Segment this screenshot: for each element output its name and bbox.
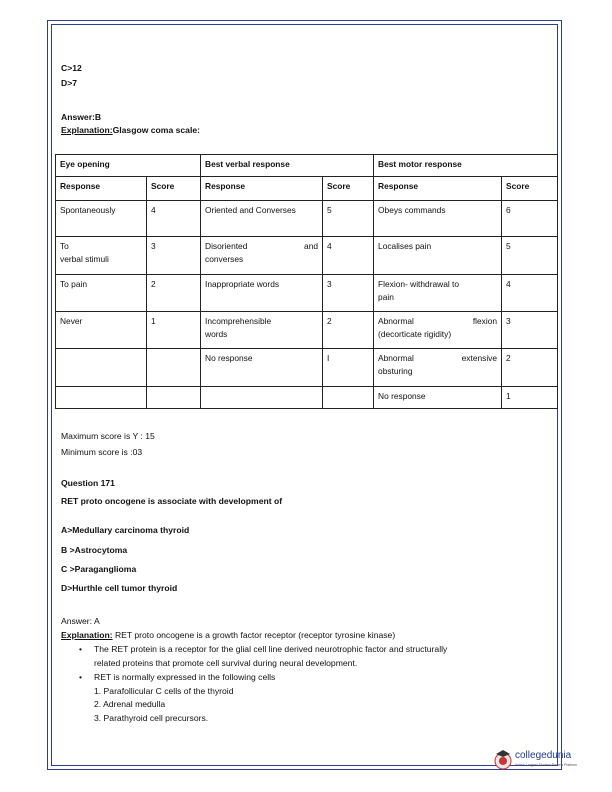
verbal-score: 2 [323, 312, 374, 349]
answer-label-1: Answer:B [61, 112, 102, 122]
table-row [56, 201, 558, 237]
motor-response: No response [374, 387, 502, 409]
bullet-dot: • [79, 672, 83, 682]
option-b: B >Astrocytoma [61, 545, 128, 555]
question-number: Question 171 [61, 478, 115, 488]
verbal-score: 3 [323, 275, 374, 312]
table-row [56, 312, 558, 349]
cell-line-justified [205, 240, 318, 253]
cell-line: (decorticate rigidity) [378, 328, 452, 339]
bullet-dot: • [79, 644, 83, 654]
eye-score [147, 387, 201, 409]
bullet-1-line-2: related proteins that promote cell survival during neural development. [94, 658, 358, 668]
col-header-response: Response [374, 177, 502, 201]
verbal-score: I [323, 349, 374, 387]
eye-response: Spontaneously [56, 201, 147, 237]
cell-line: pain [378, 291, 394, 302]
col-header-score: Score [323, 177, 374, 201]
col-header-score: Score [147, 177, 201, 201]
question-text: RET proto oncogene is associate with development of [61, 496, 283, 506]
max-score: Maximum score is Y : 15 [61, 431, 155, 441]
option-c: C>12 [61, 63, 82, 73]
motor-score: 3 [502, 312, 558, 349]
motor-score: 6 [502, 201, 558, 237]
numbered-item-1: 1. Parafollicular C cells of the thyroid [94, 686, 234, 696]
motor-score: 1 [502, 387, 558, 409]
cell-line: To [60, 241, 69, 251]
answer-label-2: Answer: A [61, 616, 100, 626]
cell-line-justified [378, 315, 497, 328]
eye-score [147, 349, 201, 387]
motor-response: Obeys commands [374, 201, 502, 237]
option-a: A>Medullary carcinoma thyroid [61, 525, 190, 535]
logo-name: collegedunia [515, 750, 572, 761]
logo-tagline: India's Largest Student Review Platform [515, 763, 578, 767]
col-header-score: Score [502, 177, 558, 201]
motor-score: 2 [502, 349, 558, 387]
eye-score: 4 [147, 201, 201, 237]
eye-response: Never [56, 312, 147, 349]
verbal-response [201, 387, 323, 409]
explanation-label-2: Explanation: [61, 630, 113, 640]
explanation-1 [61, 124, 200, 136]
table-row [56, 349, 558, 387]
group-verbal-response: Best verbal response [201, 155, 374, 177]
numbered-item-2: 2. Adrenal medulla [94, 699, 166, 709]
verbal-response: Inappropriate words [201, 275, 323, 312]
table-row [56, 237, 558, 275]
eye-score: 2 [147, 275, 201, 312]
group-motor-response: Best motor response [374, 155, 558, 177]
word: Abnormal [378, 353, 414, 363]
eye-score: 1 [147, 312, 201, 349]
col-header-response: Response [201, 177, 323, 201]
bullet-2-line-1: RET is normally expressed in the following cells [94, 672, 276, 682]
cell-line: Incomprehensible [205, 316, 272, 326]
eye-response [56, 387, 147, 409]
cell-line: verbal stimuli [60, 253, 109, 264]
verbal-response [201, 237, 323, 275]
option-c: C >Paraganglioma [61, 564, 137, 574]
cell-line: converses [205, 253, 244, 264]
verbal-score: 4 [323, 237, 374, 275]
word: extensive [461, 353, 498, 363]
group-eye-opening: Eye opening [56, 155, 201, 177]
word: and [304, 241, 319, 251]
cell-line-justified [378, 352, 497, 365]
table-row [56, 387, 558, 409]
eye-response [56, 349, 147, 387]
verbal-score [323, 387, 374, 409]
motor-score: 5 [502, 237, 558, 275]
table-row [56, 275, 558, 312]
motor-score: 4 [502, 275, 558, 312]
numbered-item-3: 3. Parathyroid cell precursors. [94, 713, 209, 723]
explanation-label-1: Explanation: [61, 125, 113, 135]
col-header-response: Response [56, 177, 147, 201]
eye-response: To pain [56, 275, 147, 312]
motor-response [374, 312, 502, 349]
word: Abnormal [378, 316, 414, 326]
eye-response [56, 237, 147, 275]
verbal-response [201, 312, 323, 349]
option-d: D>Hurthle cell tumor thyroid [61, 583, 178, 593]
word: Disoriented [205, 241, 248, 251]
verbal-response: No response [201, 349, 323, 387]
motor-response [374, 275, 502, 312]
cell-line: obsturing [378, 365, 413, 376]
glasgow-coma-scale-table [55, 154, 558, 409]
explanation-2 [61, 629, 395, 641]
explanation-text-2: RET proto oncogene is a growth factor receptor (receptor tyrosine kinase) [112, 630, 396, 640]
cell-line: Flexion- withdrawal to [378, 279, 460, 289]
motor-response: Localises pain [374, 237, 502, 275]
cell-line: words [205, 328, 228, 339]
min-score: Minimum score is :03 [61, 447, 143, 457]
verbal-score: 5 [323, 201, 374, 237]
verbal-response: Oriented and Converses [201, 201, 323, 237]
eye-score: 3 [147, 237, 201, 275]
explanation-text-1: Glasgow coma scale: [112, 125, 200, 135]
bullet-1-line-1: The RET protein is a receptor for the glial cell line derived neurotrophic factor and structurally [94, 644, 448, 654]
motor-response [374, 349, 502, 387]
word: flexion [472, 316, 498, 326]
option-d: D>7 [61, 78, 78, 88]
